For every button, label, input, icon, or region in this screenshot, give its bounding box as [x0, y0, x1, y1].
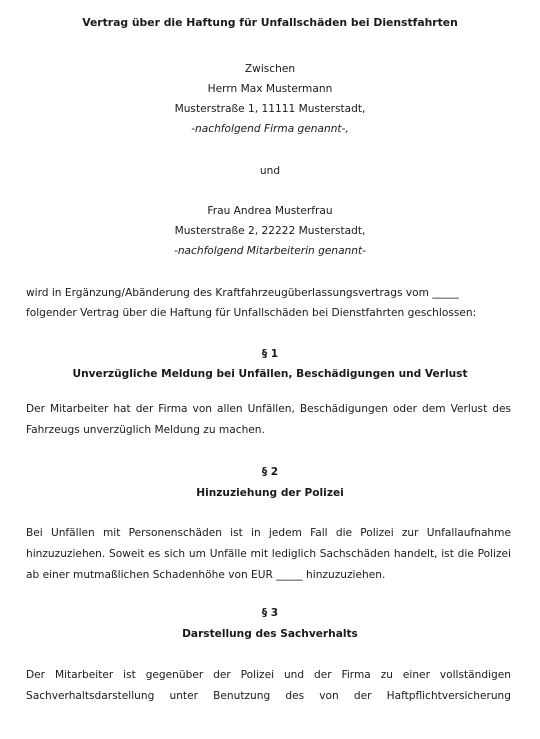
document-title: Vertrag über die Haftung für Unfallschäden bei Dienstfahrten [82, 16, 458, 29]
section-3-title: Darstellung des Sachverhalts [182, 628, 358, 640]
and-label: und [259, 165, 281, 177]
intro-line-2: folgender Vertrag über die Haftung für Unfallschäden bei Dienstfahrten geschlossen: [26, 307, 477, 319]
employee-name: Frau Andrea Musterfrau [207, 205, 333, 217]
employer-role: -nachfolgend Firma genannt-, [191, 123, 349, 135]
section-2-title: Hinzuziehung der Polizei [196, 487, 344, 499]
employer-address: Musterstraße 1, 11111 Musterstadt, [174, 103, 366, 115]
section-1-text: Der Mitarbeiter hat der Firma von allen Unfällen, Beschädigungen oder dem Verlust des Fahrzeugs unverzüglich Meldung zu machen. [26, 403, 511, 436]
section-3-number: § 3 [261, 607, 279, 619]
section-1-number: § 1 [261, 348, 279, 360]
employee-role: -nachfolgend Mitarbeiterin genannt- [174, 245, 366, 257]
section-2-number: § 2 [261, 466, 279, 478]
intro-line-1: wird in Ergänzung/Abänderung des Kraftfahrzeugüberlassungsvertrags vom _____ [26, 287, 459, 299]
section-2-text: Bei Unfällen mit Personenschäden ist in jedem Fall die Polizei zur Unfallaufnahme hinzuzuziehen. Soweit es sich um Unfälle mit lediglich Sachschäden handelt, ist die Polizei ab einer mutmaßlichen Schadenhöhe von EUR _____ hinzuzuziehen. [26, 527, 511, 581]
section-3-text-line-2: Sachverhaltsdarstellung unter Benutzung des von der Haftpflichtversicherung [26, 690, 511, 702]
section-3-text-line-1: Der Mitarbeiter ist gegenüber der Polizei und der Firma zu einer vollständigen [26, 669, 511, 681]
between-label: Zwischen [244, 63, 296, 75]
employer-name: Herrn Max Mustermann [207, 83, 333, 95]
section-1-title: Unverzügliche Meldung bei Unfällen, Beschädigungen und Verlust [72, 368, 468, 380]
employee-address: Musterstraße 2, 22222 Musterstadt, [174, 225, 366, 237]
